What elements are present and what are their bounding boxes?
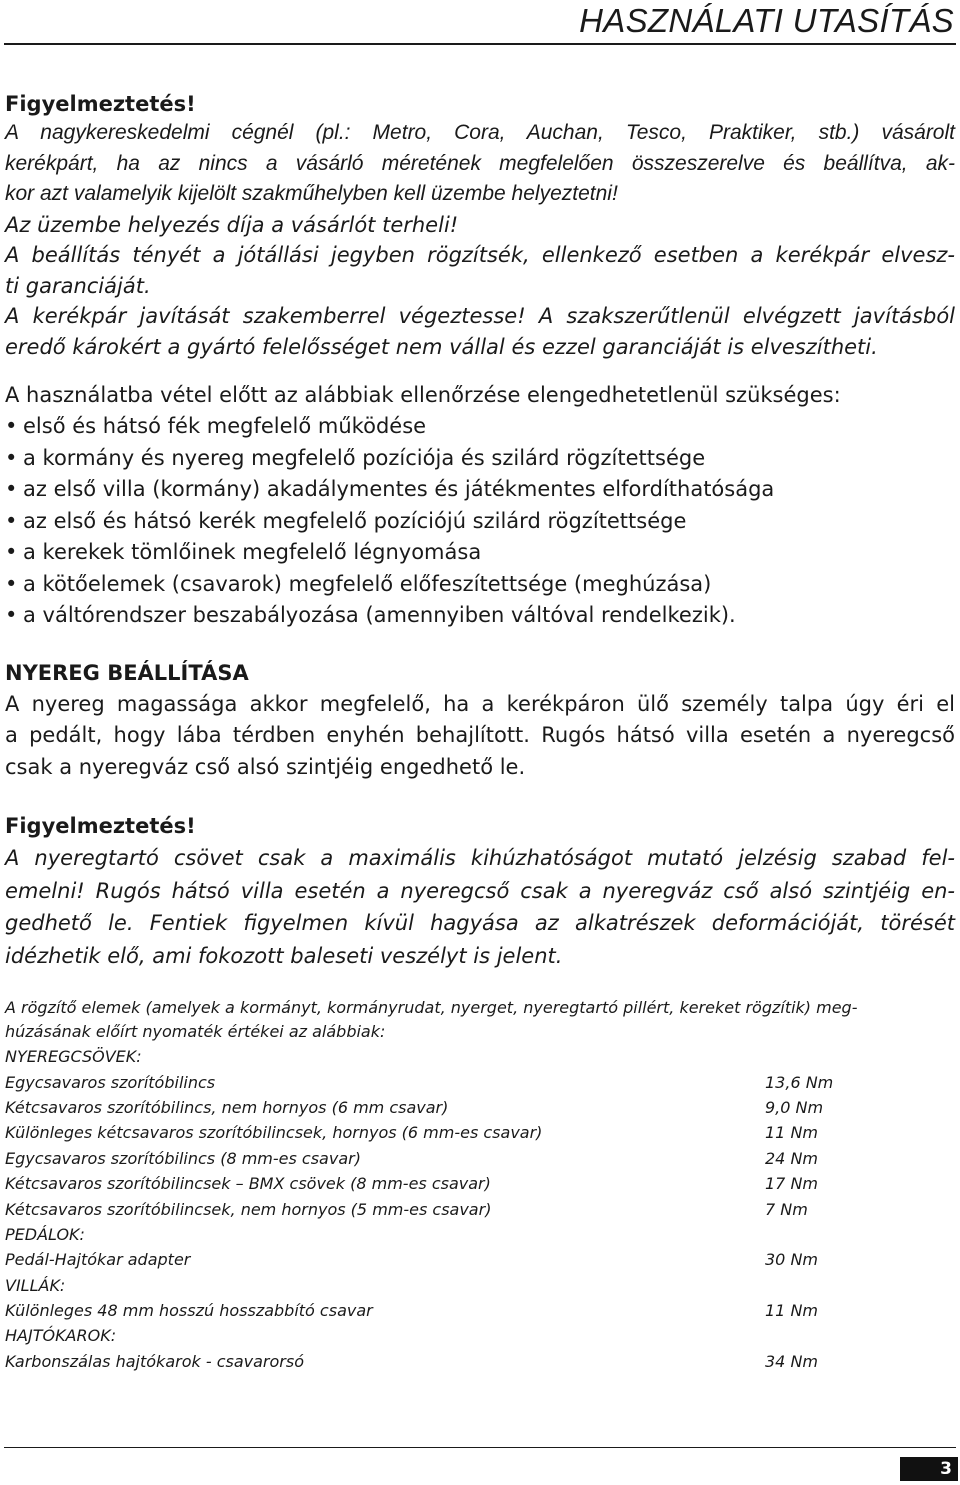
torque-label: Különleges 48 mm hosszú hosszabbító csavar (5, 1301, 373, 1321)
page-content (5, 90, 955, 1374)
warning-line: emelni! Rugós hátsó villa esetén a nyeregcső csak a nyeregváz cső alsó szintjéig en- (5, 878, 955, 903)
bullet-icon: • (5, 414, 18, 438)
torque-label: Kétcsavaros szorítóbilincsek, nem hornyos (5 mm-es csavar) (5, 1199, 492, 1219)
warning-section-1 (5, 90, 955, 362)
torque-label: Kétcsavaros szorítóbilincsek – BMX csövek (8 mm-es csavar) (5, 1174, 491, 1194)
warning-line: idézhetik elő, ami fokozott baleseti veszélyt is jelent. (5, 943, 563, 968)
torque-value: 34 Nm (765, 1351, 818, 1371)
torque-label: Kétcsavaros szorítóbilincs, nem hornyos (6 mm csavar) (5, 1097, 449, 1117)
warning-line: eredő károkért a gyártó felelősséget nem vállal és ezzel garanciáját is elveszítheti. (5, 334, 878, 359)
bullet-icon: • (5, 571, 18, 596)
bullet-icon: • (5, 540, 18, 564)
torque-label: Egycsavaros szorítóbilincs (5, 1072, 216, 1092)
table-row (5, 1196, 955, 1221)
bullet-icon: • (5, 477, 18, 501)
warning-title: Figyelmeztetés! (5, 92, 196, 116)
table-row (5, 1349, 955, 1374)
list-item (5, 411, 955, 443)
page-header-title: HASZNÁLATI UTASÍTÁS (579, 2, 954, 39)
table-row (5, 1298, 955, 1323)
torque-label: Különleges kétcsavaros szorítóbilincsek, hornyos (6 mm-es csavar) (5, 1123, 543, 1143)
warning-line: A nyeregtartó csövet csak a maximális kihúzhatóságot mutató jelzésig szabad fel- (5, 846, 955, 870)
torque-label: Karbonszálas hajtókarok - csavarorsó (5, 1351, 304, 1371)
section-line: csak a nyeregváz cső alsó szintjéig engedhető le. (5, 754, 526, 779)
list-item-text: az első és hátsó kerék megfelelő pozíciójú szilárd rögzítettsége (23, 508, 687, 533)
table-row (5, 1044, 955, 1069)
saddle-adjustment-section (5, 657, 955, 784)
table-row (5, 1120, 955, 1145)
torque-label: PEDÁLOK: (5, 1224, 85, 1244)
list-item (5, 443, 955, 475)
torque-label: NYEREGCSÖVEK: (5, 1047, 142, 1067)
list-item-text: a kerekek tömlőinek megfelelő légnyomása (23, 540, 482, 564)
bullet-icon: • (5, 508, 18, 533)
torque-value (765, 1323, 955, 1348)
table-row (5, 1273, 955, 1298)
section-line: a pedált, hogy lába térdben enyhén behajlított. Rugós hátsó villa esetén a nyeregcső (5, 723, 955, 747)
list-item (5, 600, 955, 632)
warning-line: kor azt valamelyik kijelölt szakműhelyben kell üzembe helyeztetni! (5, 182, 618, 205)
list-item (5, 569, 955, 601)
list-item-text: a váltórendszer beszabályozása (amennyiben váltóval rendelkezik). (23, 603, 736, 627)
torque-value: 17 Nm (765, 1174, 818, 1194)
list-item-text: az első villa (kormány) akadálymentes és játékmentes elfordíthatósága (23, 477, 775, 501)
list-item (5, 506, 955, 538)
torque-label: Pedál-Hajtókar adapter (5, 1250, 191, 1270)
list-item-text: a kormány és nyereg megfelelő pozíciója és szilárd rögzítettsége (23, 445, 706, 470)
table-row (5, 1069, 955, 1094)
table-row (5, 1323, 955, 1348)
table-row (5, 1095, 955, 1120)
list-item-text: első és hátsó fék megfelelő működése (23, 414, 427, 438)
checks-list (5, 411, 955, 632)
page-number: 3 (900, 1457, 958, 1481)
warning-title: Figyelmeztetés! (5, 814, 196, 838)
warning-section-2 (5, 810, 955, 972)
torque-value: 9,0 Nm (765, 1097, 824, 1117)
warning-line: kerékpárt, ha az nincs a vásárló méretének megfelelően összeszerelve és beállítva, ak- (5, 151, 955, 175)
torque-value (765, 1222, 955, 1247)
table-row (5, 1222, 955, 1247)
table-row (5, 1247, 955, 1272)
warning-line: A kerékpár javítását szakemberrel végeztesse! A szakszerűtlenül elvégzett javításból (5, 304, 955, 328)
warning-line: Az üzembe helyezés díja a vásárlót terheli! (5, 212, 459, 237)
torque-table (5, 1044, 955, 1374)
torque-intro (5, 996, 955, 1044)
table-row (5, 1146, 955, 1171)
bullet-icon: • (5, 445, 18, 470)
torque-intro-line: húzásának előírt nyomaték értékei az alábbiak: (5, 1022, 386, 1041)
torque-value: 13,6 Nm (765, 1072, 834, 1092)
torque-value: 24 Nm (765, 1148, 818, 1168)
footer-rule (4, 1447, 956, 1448)
torque-value (765, 1273, 955, 1298)
checks-intro: A használatba vétel előtt az alábbiak ellenőrzése elengedhetetlenül szükséges: (5, 383, 841, 407)
table-row (5, 1171, 955, 1196)
torque-value: 11 Nm (765, 1123, 818, 1143)
torque-label: HAJTÓKAROK: (5, 1326, 117, 1346)
warning-line: gedhető le. Fentiek figyelmen kívül hagyása az alkatrészek deformációját, törését (5, 911, 955, 935)
torque-value: 11 Nm (765, 1301, 818, 1321)
torque-section (5, 996, 955, 1374)
warning-line: ti garanciáját. (5, 273, 151, 298)
list-item (5, 537, 955, 569)
torque-label: VILLÁK: (5, 1275, 66, 1295)
torque-value: 30 Nm (765, 1250, 818, 1270)
section-title: NYEREG BEÁLLÍTÁSA (5, 660, 249, 685)
list-item (5, 474, 955, 506)
pre-use-checks (5, 380, 955, 632)
torque-intro-line: A rögzítő elemek (amelyek a kormányt, kormányrudat, nyerget, nyeregtartó pillért, kereket rögzítik) meg- (5, 998, 858, 1017)
warning-line: A beállítás tényét a jótállási jegyben rögzítsék, ellenkező esetben a kerékpár elvesz- (5, 243, 955, 267)
torque-label: Egycsavaros szorítóbilincs (8 mm-es csavar) (5, 1148, 361, 1168)
bullet-icon: • (5, 603, 18, 627)
warning-line: A nagykereskedelmi cégnél (pl.: Metro, Cora, Auchan, Tesco, Praktiker, stb.) vásárolt (5, 121, 955, 144)
header-rule (4, 43, 956, 45)
section-line: A nyereg magassága akkor megfelelő, ha a kerékpáron ülő személy talpa úgy éri el (5, 691, 955, 716)
list-item-text: a kötőelemek (csavarok) megfelelő előfeszítettsége (meghúzása) (23, 571, 712, 596)
torque-value (765, 1044, 955, 1069)
torque-value: 7 Nm (765, 1199, 808, 1219)
